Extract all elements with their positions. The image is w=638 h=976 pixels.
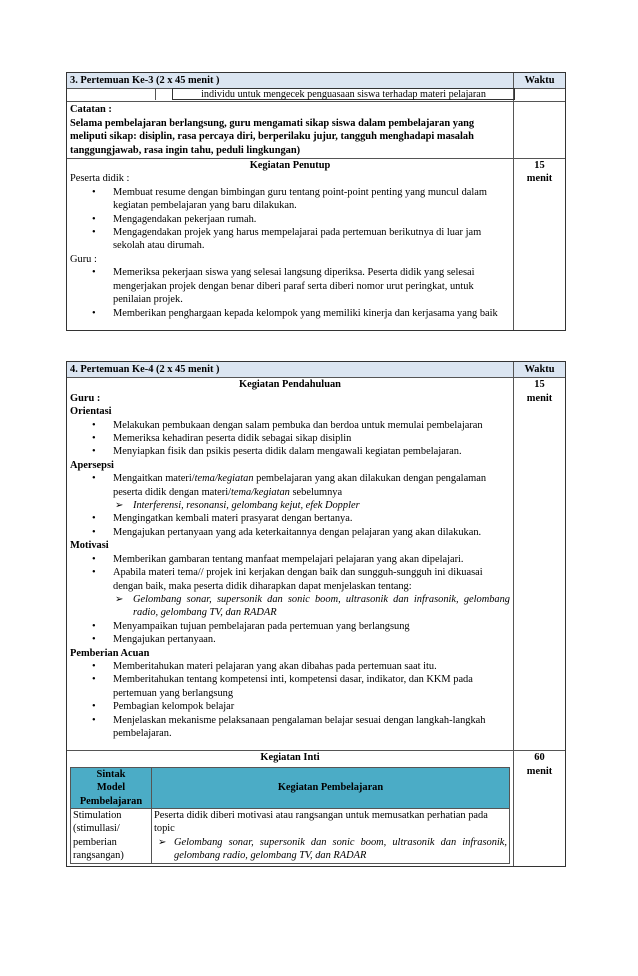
apersepsi-label: Apersepsi: [70, 459, 114, 471]
section4-header: [67, 362, 565, 378]
acuan-label: Pemberian Acuan: [70, 647, 150, 659]
peserta-list: [70, 186, 510, 253]
pendahuluan-row: [67, 378, 565, 751]
peserta-label: Peserta didik :: [70, 173, 130, 185]
pendahuluan-heading: Kegiatan Pendahuluan: [239, 379, 341, 391]
list-item: • Menjelaskan mekanisme pelaksanaan pengalaman belajar sesuai dengan langkah-langkah pembelajaran.: [70, 714, 510, 741]
list-item: • Memberikan penghargaan kepada kelompok yang memiliki kinerja dan kerjasama yang baik: [70, 307, 510, 320]
guru-label: Guru :: [70, 392, 101, 404]
guru-label: Guru :: [70, 253, 97, 265]
list-item: • Memeriksa pekerjaan siswa yang selesai langsung diperiksa. Peserta didik yang selesai mengerjakan projek dengan benar diberi paraf serta diberi nomor urut peringkat, untuk penilaian projek.: [70, 266, 510, 306]
arrow-item: ➢ Gelombang sonar, supersonik dan sonic boom, ultrasonik dan infrasonik, gelombang radio, gelombang TV, dan RADAR: [154, 836, 507, 863]
list-item: • Mengagendakan pekerjaan rumah.: [70, 213, 510, 226]
list-item: • Apabila materi tema// projek ini kerjakan dengan baik dan sungguh-sungguh ini dikuasai dengan baik, maka peserta didik diharapkan dapat menjelaskan tentang:: [70, 566, 510, 593]
inti-row: [67, 751, 565, 865]
inti-table-header: [71, 767, 510, 808]
section3-header: [67, 73, 565, 89]
section3-note-row: [67, 102, 565, 159]
section3-title: 3. Pertemuan Ke-3 (2 x 45 menit ): [70, 75, 220, 86]
table-row: [71, 809, 510, 864]
inti-heading: Kegiatan Inti: [260, 752, 320, 764]
section4-table: [66, 361, 566, 867]
motivasi-label: Motivasi: [70, 540, 109, 552]
list-item: • Menyiapkan fisik dan psikis peserta didik dalam mengawali kegiatan pembelajaran.: [70, 445, 510, 458]
list-item: • Memberikan gambaran tentang manfaat mempelajari pelajaran yang akan dipelajari.: [70, 553, 510, 566]
list-item: • Memberitahukan tentang kompetensi inti, kompetensi dasar, indikator, dan KKM pada pertemuan yang berlangsung: [70, 673, 510, 700]
list-item: • Melakukan pembukaan dengan salam pembuka dan berdoa untuk memulai pembelajaran: [70, 419, 510, 432]
arrow-item: ➢ Gelombang sonar, supersonik dan sonic boom, ultrasonik dan infrasonik, gelombang radio, gelombang TV, dan RADAR: [70, 593, 510, 620]
acuan-list: [70, 660, 510, 750]
list-item: • Menyampaikan tujuan pembelajaran pada pertemuan yang berlangsung: [70, 620, 510, 633]
section3-time-header: Waktu: [513, 73, 565, 88]
list-item: • Pembagian kelompok belajar: [70, 700, 510, 713]
pendahuluan-duration: 15 menit: [513, 378, 565, 750]
list-item: • Memeriksa kehadiran peserta didik sebagai sikap disiplin: [70, 432, 510, 445]
section3-cut-row: [67, 89, 565, 102]
catatan-note: Catatan : Selama pembelajaran berlangsung, guru mengamati sikap siswa dalam pembelajaran yang meliputi sikap: disiplin, rasa percaya diri, berperilaku jujur, tangguh menghadapi masalah tanggungjawab, rasa ingin tahu, peduli lingkungan): [70, 104, 475, 156]
motivasi-list: [70, 553, 510, 647]
section4-time-header: Waktu: [513, 362, 565, 377]
orientasi-label: Orientasi: [70, 406, 112, 418]
inti-table: [70, 767, 510, 864]
list-item: • Membuat resume dengan bimbingan guru tentang point-point penting yang muncul dalam kegiatan pembelajaran yang baru dilakukan.: [70, 186, 510, 213]
orientasi-list: [70, 419, 510, 459]
stage-cell: Stimulation (stimullasi/ pemberian rangsangan): [71, 809, 152, 864]
penutup-duration: 15 menit: [513, 159, 565, 330]
inti-duration: 60 menit: [513, 751, 565, 865]
section3-table: [66, 72, 566, 331]
section4-title: 4. Pertemuan Ke-4 (2 x 45 menit ): [70, 364, 220, 375]
activity-cell: Peserta didik diberi motivasi atau rangsangan untuk memusatkan perhatian pada topic ➢ Gelombang sonar, supersonik dan sonic boom, ultrasonik dan infrasonik, gelombang radio, gelombang TV, dan RADAR: [152, 809, 510, 864]
list-item: • Mengingatkan kembali materi prasyarat dengan bertanya.: [70, 512, 510, 525]
penutup-row: [67, 159, 565, 330]
col-sintak-header: Sintak Model Pembelajaran: [71, 767, 152, 808]
list-item: • Mengagendakan projek yang harus mempelajarai pada pertemuan berikutnya di luar jam sekolah atau dirumah.: [70, 226, 510, 253]
guru-list: [70, 266, 510, 320]
list-item: • Mengajukan pertanyaan yang ada keterkaitannya dengan pelajaran yang akan dilakukan.: [70, 526, 510, 539]
list-item: • Mengajukan pertanyaan.: [70, 633, 510, 646]
arrow-item: ➢ Interferensi, resonansi, gelombang kejut, efek Doppler: [70, 499, 510, 512]
list-item: • Mengaitkan materi/tema/kegiatan pembelajaran yang akan dilakukan dengan pengalaman peserta didik dengan materi/tema/kegiatan sebelumnya: [70, 472, 510, 499]
penutup-heading: Kegiatan Penutup: [249, 160, 331, 172]
col-kegiatan-header: Kegiatan Pembelajaran: [152, 767, 510, 808]
cut-row-text: individu untuk mengecek penguasaan siswa terhadap materi pelajaran: [172, 88, 515, 100]
list-item: • Memberitahukan materi pelajaran yang akan dibahas pada pertemuan saat itu.: [70, 660, 510, 673]
apersepsi-list: [70, 472, 510, 539]
